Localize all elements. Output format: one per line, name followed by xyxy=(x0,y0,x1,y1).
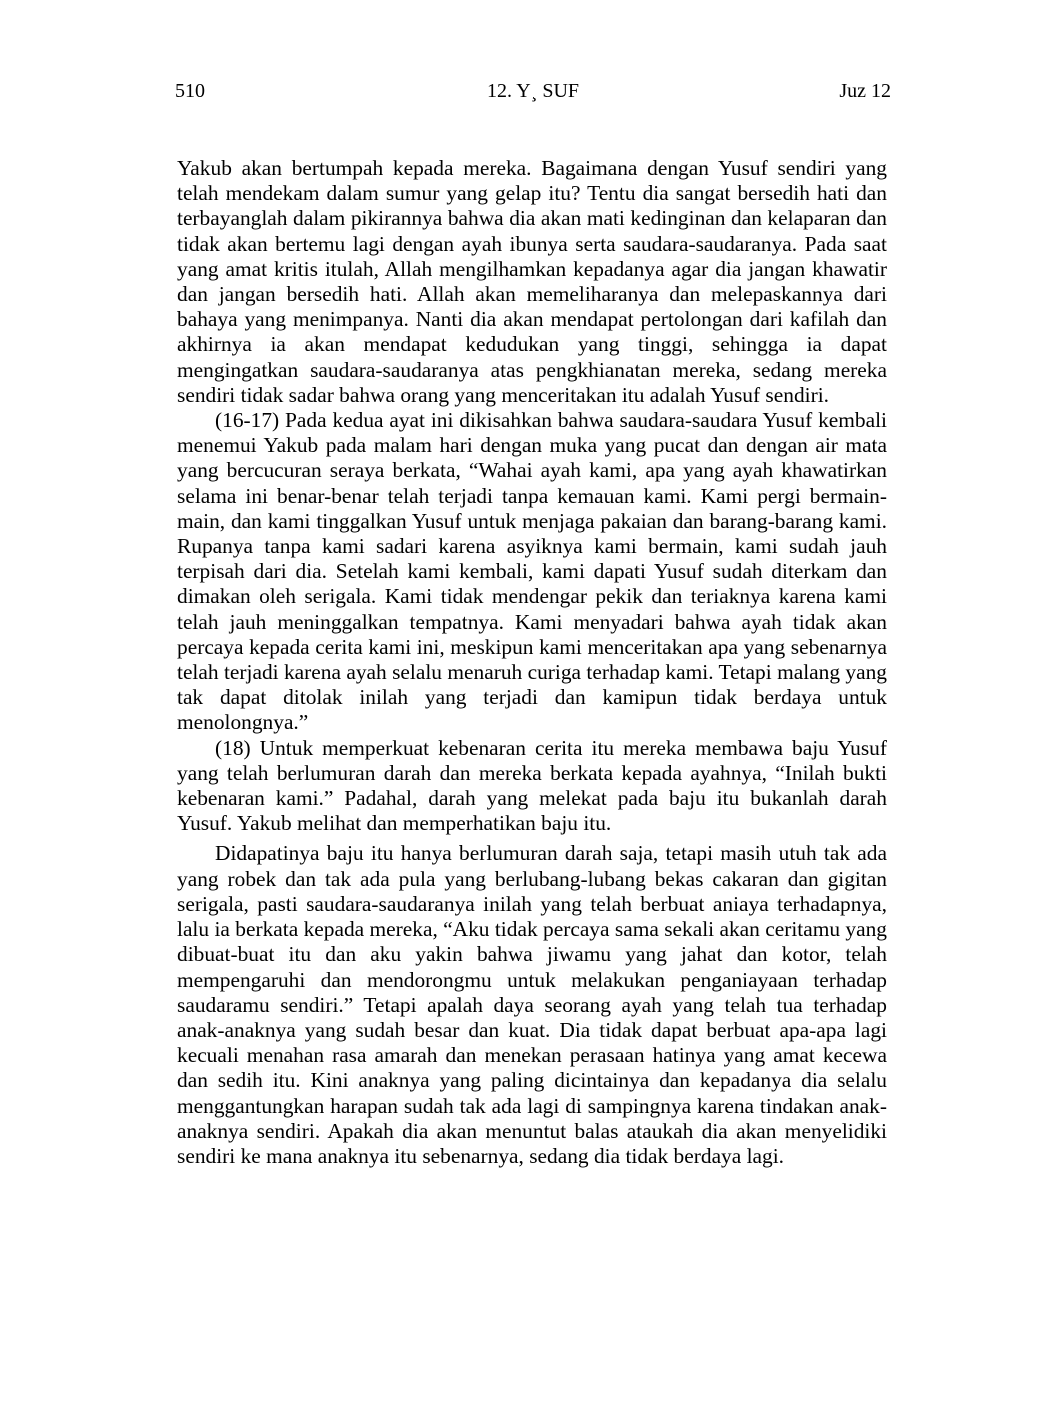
paragraph: (18) Untuk memperkuat kebenaran cerita itu mereka membawa baju Yusuf yang telah berlumuran darah dan mereka berkata kepada ayahnya, “Inilah bukti kebenaran kami.” Padahal, darah yang melekat pada baju itu bukanlah darah Yusuf. Yakub melihat dan memperhatikan baju itu. xyxy=(177,735,887,836)
page-number: 510 xyxy=(175,80,205,102)
paragraph: Yakub akan bertumpah kepada mereka. Bagaimana dengan Yusuf sendiri yang telah mendekam dalam sumur yang gelap itu? Tentu dia sangat bersedih hati dan terbayanglah dalam pikirannya bahwa dia akan mati kedinginan dan kelaparan dan tidak akan bertemu lagi dengan ayah ibunya serta saudara-saudaranya. Pada saat yang amat kritis itulah, Allah mengilhamkan kepadanya agar dia jangan khawatir dan jangan bersedih hati. Allah akan memeliharanya dan melepaskannya dari bahaya yang menimpanya. Nanti dia akan mendapat pertolongan dari kafilah dan akhirnya ia akan mendapat kedudukan yang tinggi, sehingga ia dapat mengingatkan saudara-saudaranya atas pengkhianatan mereka, sedang mereka sendiri tidak sadar bahwa orang yang menceritakan itu adalah Yusuf sendiri. xyxy=(177,156,887,407)
juz-label: Juz 12 xyxy=(839,80,891,102)
body-text xyxy=(177,156,887,1169)
paragraph: (16-17) Pada kedua ayat ini dikisahkan bahwa saudara-saudara Yusuf kembali menemui Yakub pada malam hari dengan muka yang pucat dan dengan air mata yang bercucuran seraya berkata, “Wahai ayah kami, apa yang ayah khawatirkan selama ini benar-benar telah terjadi tanpa kemauan kami. Kami pergi bermain-main, dan kami tinggalkan Yusuf untuk menjaga pakaian dan barang-barang kami. Rupanya tanpa kami sadari karena asyiknya kami bermain, kami sudah jauh terpisah dari dia. Setelah kami kembali, kami dapati Yusuf sudah diterkam dan dimakan oleh serigala. Kami tidak mendengar pekik dan teriaknya karena kami telah jauh meninggalkan tempatnya. Kami menyadari bahwa ayah tidak akan percaya kepada cerita kami ini, meskipun kami menceritakan apa yang sebenarnya telah terjadi karena ayah selalu menaruh curiga terhadap kami. Tetapi malang yang tak dapat ditolak inilah yang terjadi dan kamipun tidak berdaya untuk menolongnya.” xyxy=(177,408,887,735)
chapter-title: 12. Y¸ SUF xyxy=(486,80,580,102)
paragraph: Didapatinya baju itu hanya berlumuran darah saja, tetapi masih utuh tak ada yang robek dan tak ada pula yang berlubang-lubang bekas cakaran dan gigitan serigala, pasti saudara-saudaranya inilah yang telah berbuat aniaya terhadapnya, lalu ia berkata kepada mereka, “Aku tidak percaya sama sekali akan ceritamu yang dibuat-buat itu dan aku yakin bahwa jiwamu yang jahat dan kotor, telah mempengaruhi dan mendorongmu untuk melakukan penganiayaan terhadap saudaramu sendiri.” Tetapi apalah daya seorang ayah yang telah tua terhadap anak-anaknya yang sudah besar dan kuat. Dia tidak dapat berbuat apa-apa lagi kecuali menahan rasa amarah dan menekan perasaan hatinya yang amat kecewa dan sedih itu. Kini anaknya yang paling dicintainya dan kepadanya dia selalu menggantungkan harapan sudah tak ada lagi di sampingnya karena tindakan anak-anaknya sendiri. Apakah dia akan menuntut balas ataukah dia akan menyelidiki sendiri ke mana anaknya itu sebenarnya, sedang dia tidak berdaya lagi. xyxy=(177,841,887,1168)
page-header xyxy=(175,78,891,104)
